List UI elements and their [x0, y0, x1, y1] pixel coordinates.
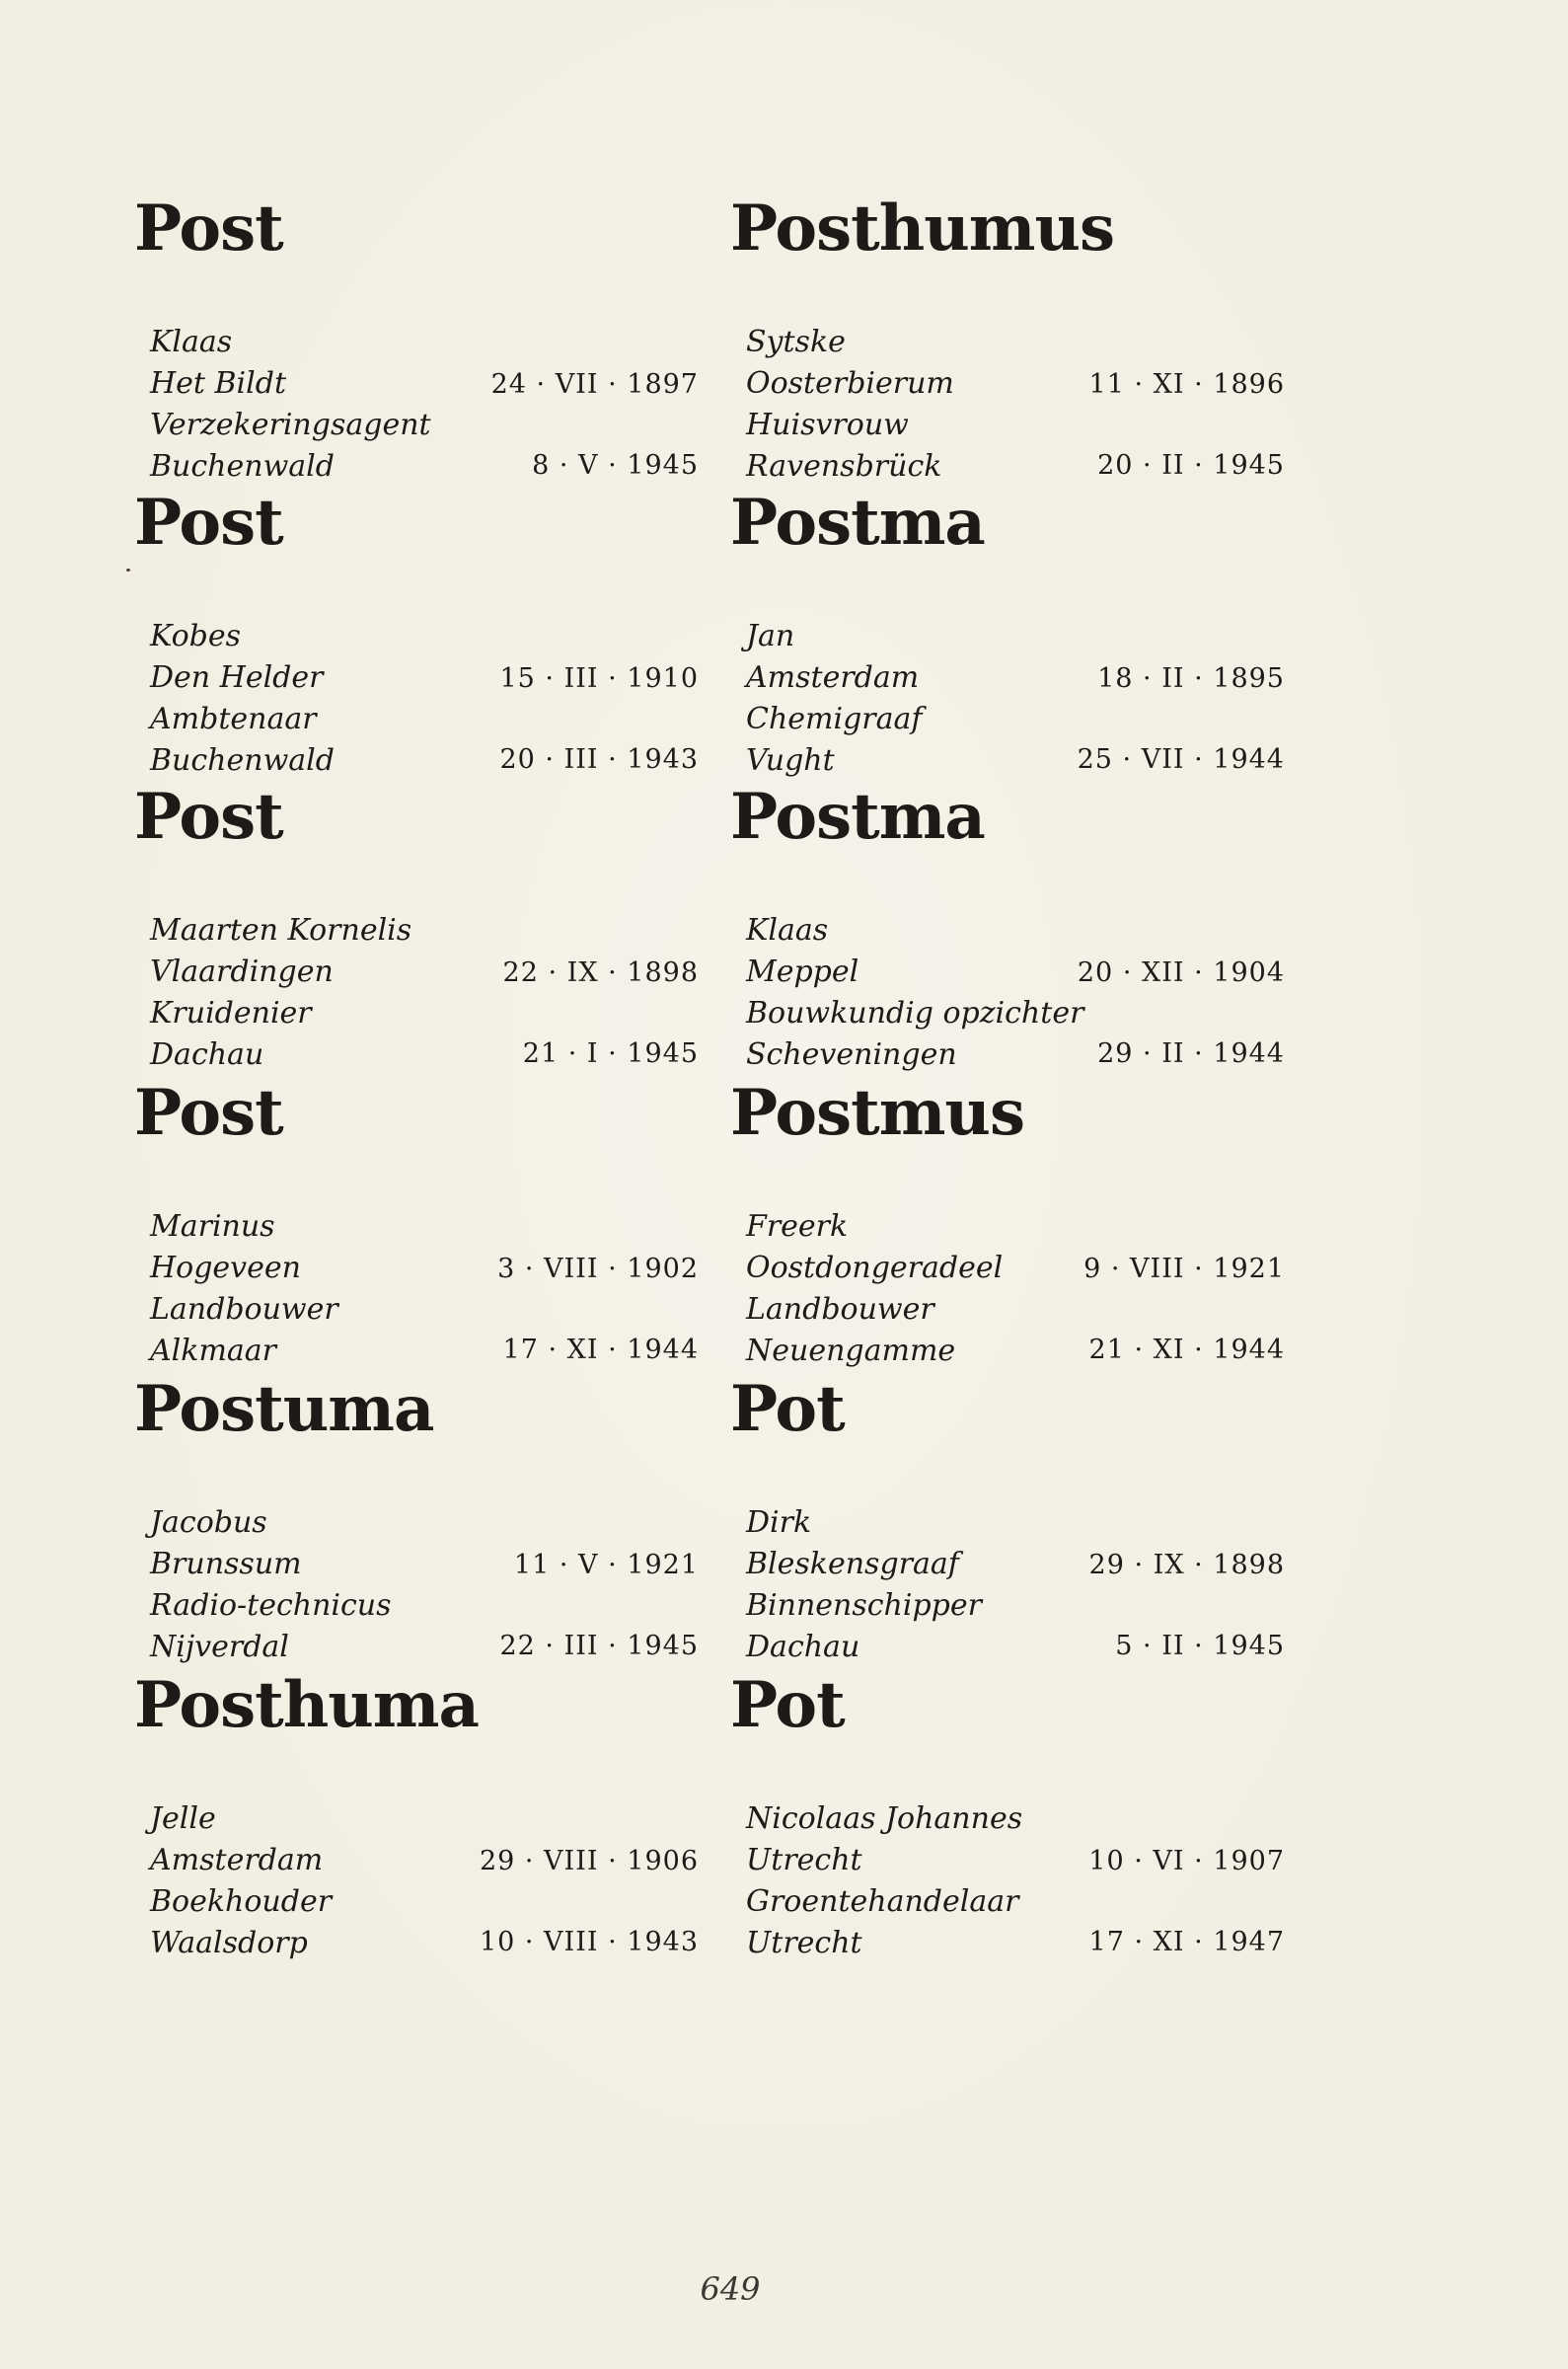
death-place: Buchenwald	[150, 743, 335, 778]
entry	[134, 1372, 699, 1664]
entry	[730, 191, 1285, 484]
given-name: Jacobus	[150, 1505, 267, 1540]
birthplace: Oostdongeradeel	[746, 1251, 1004, 1285]
death-date: 10 · VIII · 1943	[479, 1927, 699, 1957]
birthplace: Meppel	[746, 955, 859, 989]
occupation: Verzekeringsagent	[150, 408, 431, 442]
given-name: Marinus	[150, 1209, 275, 1244]
death-place: Alkmaar	[150, 1334, 276, 1368]
birth-date: 29 · IX · 1898	[1088, 1550, 1285, 1580]
surname: Posthumus	[730, 191, 1115, 266]
death-place: Utrecht	[746, 1926, 862, 1960]
entry	[134, 1076, 699, 1368]
birth-date: 3 · VIII · 1902	[497, 1254, 699, 1284]
surname: Post	[134, 191, 283, 266]
surname: Postuma	[134, 1372, 434, 1446]
birth-date: 10 · VI · 1907	[1088, 1846, 1285, 1876]
occupation: Huisvrouw	[746, 408, 909, 442]
occupation: Binnenschipper	[746, 1588, 982, 1623]
occupation: Chemigraaf	[746, 702, 923, 736]
occupation: Boekhouder	[150, 1884, 333, 1919]
entry	[730, 780, 1285, 1072]
death-date: 8 · V · 1945	[532, 450, 699, 481]
birth-date: 29 · VIII · 1906	[479, 1846, 699, 1876]
birthplace: Utrecht	[746, 1843, 862, 1877]
death-place: Vught	[746, 743, 835, 778]
death-place: Buchenwald	[150, 449, 335, 484]
death-date: 29 · II · 1944	[1097, 1038, 1285, 1069]
birthplace: Bleskensgraaf	[746, 1547, 959, 1581]
ink-mark	[126, 569, 130, 572]
death-place: Neuengamme	[746, 1334, 956, 1368]
death-date: 22 · III · 1945	[499, 1631, 699, 1661]
entry	[134, 191, 699, 484]
occupation: Kruidenier	[150, 996, 312, 1031]
page-number: 649	[700, 2270, 761, 2308]
entry	[134, 486, 699, 778]
birth-date: 9 · VIII · 1921	[1083, 1254, 1285, 1284]
entry	[730, 1372, 1285, 1664]
death-place: Ravensbrück	[746, 449, 942, 484]
death-place: Scheveningen	[746, 1037, 957, 1072]
surname: Post	[134, 486, 283, 560]
birth-date: 22 · IX · 1898	[502, 957, 699, 988]
entry	[134, 1668, 699, 1960]
surname: Pot	[730, 1668, 845, 1742]
death-date: 21 · XI · 1944	[1088, 1335, 1285, 1365]
entry	[730, 1076, 1285, 1368]
occupation: Radio-technicus	[150, 1588, 392, 1623]
birth-date: 11 · XI · 1896	[1088, 369, 1285, 400]
death-place: Dachau	[746, 1630, 860, 1664]
occupation: Landbouwer	[150, 1292, 338, 1327]
birthplace: Het Bildt	[150, 366, 287, 401]
surname: Postma	[730, 486, 985, 560]
death-date: 21 · I · 1945	[522, 1038, 699, 1069]
death-date: 20 · III · 1943	[499, 744, 699, 775]
death-place: Nijverdal	[150, 1630, 289, 1664]
death-date: 17 · XI · 1947	[1088, 1927, 1285, 1957]
death-place: Dachau	[150, 1037, 264, 1072]
given-name: Dirk	[746, 1505, 812, 1540]
given-name: Sytske	[746, 325, 846, 359]
death-date: 20 · II · 1945	[1097, 450, 1285, 481]
birthplace: Oosterbierum	[746, 366, 954, 401]
death-date: 17 · XI · 1944	[502, 1335, 699, 1365]
birth-date: 24 · VII · 1897	[490, 369, 699, 400]
birthplace: Brunssum	[150, 1547, 302, 1581]
entry	[134, 780, 699, 1072]
death-date: 5 · II · 1945	[1115, 1631, 1285, 1661]
birthplace: Amsterdam	[150, 1843, 324, 1877]
birth-date: 11 · V · 1921	[513, 1550, 699, 1580]
entry	[730, 486, 1285, 778]
given-name: Klaas	[150, 325, 233, 359]
entry	[730, 1668, 1285, 1960]
death-date: 25 · VII · 1944	[1077, 744, 1285, 775]
birthplace: Vlaardingen	[150, 955, 334, 989]
death-place: Waalsdorp	[150, 1926, 308, 1960]
birthplace: Amsterdam	[746, 660, 920, 695]
given-name: Freerk	[746, 1209, 849, 1244]
occupation: Bouwkundig opzichter	[746, 996, 1084, 1031]
birth-date: 20 · XII · 1904	[1077, 957, 1285, 988]
occupation: Ambtenaar	[150, 702, 317, 736]
surname: Post	[134, 1076, 283, 1150]
given-name: Jan	[746, 619, 795, 653]
surname: Pot	[730, 1372, 845, 1446]
surname: Post	[134, 780, 283, 854]
given-name: Maarten Kornelis	[150, 913, 412, 948]
birth-date: 18 · II · 1895	[1097, 663, 1285, 694]
birthplace: Hogeveen	[150, 1251, 301, 1285]
given-name: Nicolaas Johannes	[746, 1801, 1023, 1836]
given-name: Kobes	[150, 619, 242, 653]
surname: Postmus	[730, 1076, 1024, 1150]
surname: Postma	[730, 780, 985, 854]
given-name: Jelle	[150, 1801, 216, 1836]
occupation: Groentehandelaar	[746, 1884, 1019, 1919]
birthplace: Den Helder	[150, 660, 324, 695]
occupation: Landbouwer	[746, 1292, 934, 1327]
birth-date: 15 · III · 1910	[499, 663, 699, 694]
given-name: Klaas	[746, 913, 829, 948]
surname: Posthuma	[134, 1668, 479, 1742]
